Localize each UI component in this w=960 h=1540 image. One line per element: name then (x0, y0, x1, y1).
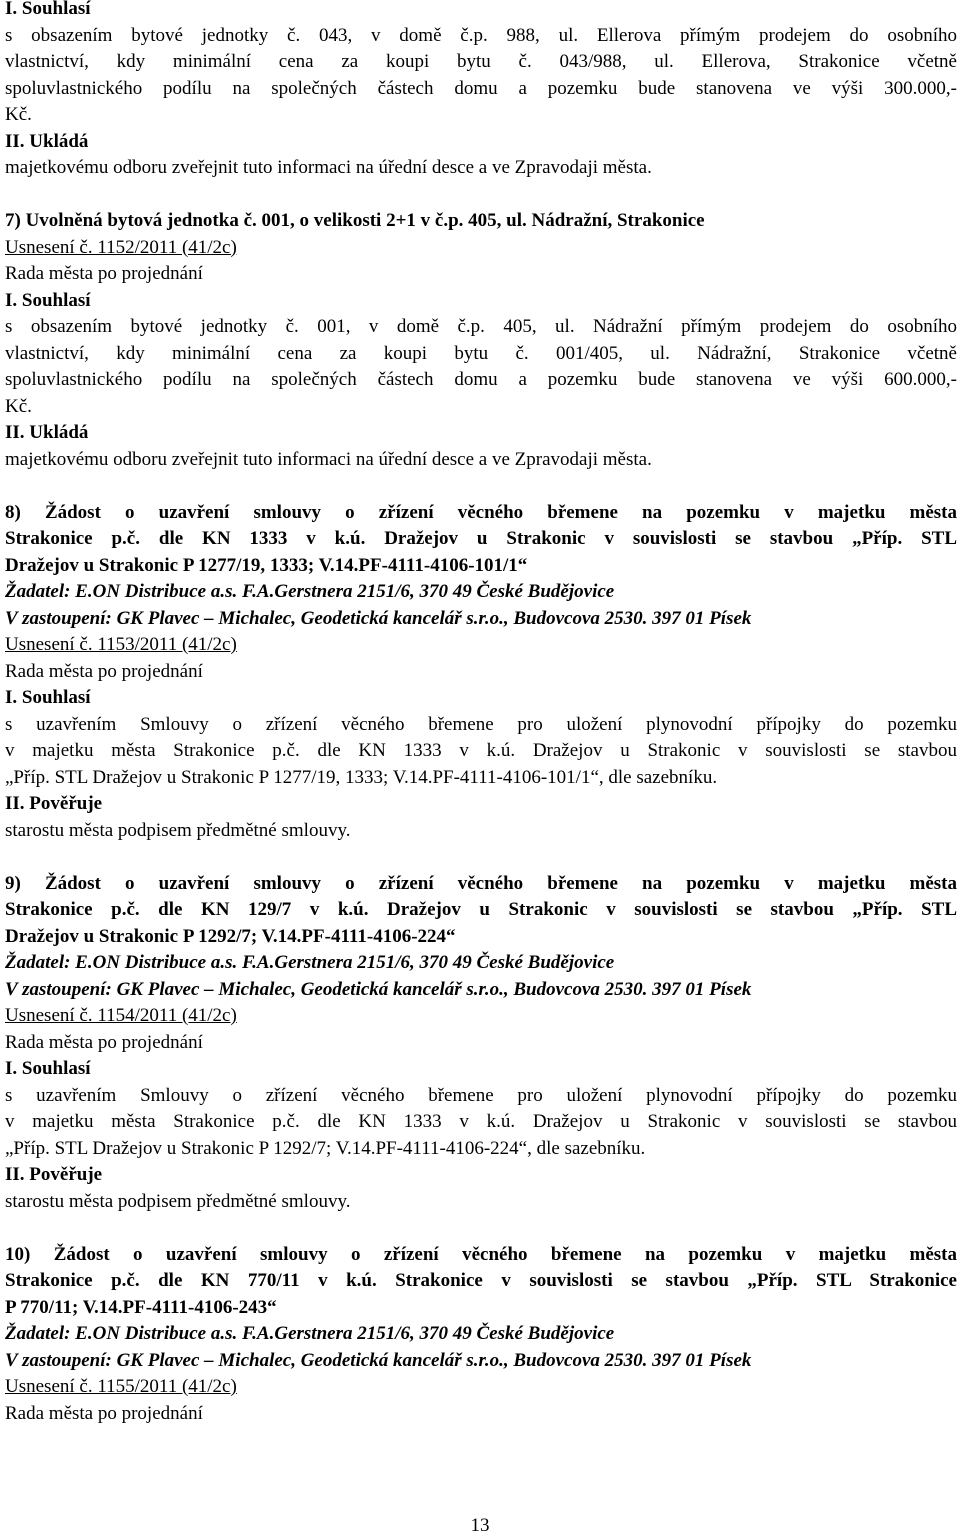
resolution-number: Usnesení č. 1154/2011 (41/2c) (5, 1005, 237, 1026)
council-intro: Rada města po projednání (5, 263, 203, 284)
paragraph-line: starostu města podpisem předmětné smlouvy. (5, 1190, 351, 1212)
paragraph-line: vlastnictví, kdy minimální cena za koupi bytu č. 001/405, ul. Nádražní, Strakonice včetně (5, 342, 957, 364)
representative-line: V zastoupení: GK Plavec – Michalec, Geodetická kancelář s.r.o., Budovcova 2530. 397 01 Písek (5, 1349, 752, 1371)
applicant-line: Žadatel: E.ON Distribuce a.s. F.A.Gerstnera 2151/6, 370 49 České Budějovice (5, 952, 615, 973)
paragraph-line: majetkovému odboru zveřejnit tuto informaci na úřední desce a ve Zpravodaji města. (5, 448, 652, 470)
council-intro: Rada města po projednání (5, 660, 203, 682)
paragraph-line: spoluvlastnického podílu na společných částech domu a pozemku bude stanovena ve výši 600.000,- (5, 369, 957, 390)
section-title-10: Strakonice p.č. dle KN 770/11 v k.ú. Strakonice v souvislosti se stavbou „Příp. STL Strakonice (5, 1270, 957, 1291)
paragraph-line: s obsazením bytové jednotky č. 043, v domě č.p. 988, ul. Ellerova přímým prodejem do osobního (5, 24, 957, 46)
resolution-heading-agree: I. Souhlasí (5, 289, 91, 311)
paragraph-line: Kč. (5, 104, 32, 125)
paragraph-line: v majetku města Strakonice p.č. dle KN 1333 v k.ú. Dražejov u Strakonic v souvislosti se stavbou (5, 1111, 957, 1132)
section-title-10: 10) Žádost o uzavření smlouvy o zřízení věcného břemene na pozemku v majetku města (5, 1243, 957, 1265)
paragraph-line: majetkovému odboru zveřejnit tuto informaci na úřední desce a ve Zpravodaji města. (5, 157, 652, 178)
section-title-10: P 770/11; V.14.PF-4111-4106-243“ (5, 1296, 277, 1318)
section-title-7: 7) Uvolněná bytová jednotka č. 001, o velikosti 2+1 v č.p. 405, ul. Nádražní, Strakonice (5, 210, 705, 231)
resolution-heading-authorizes: II. Pověřuje (5, 793, 103, 814)
section-title-8: Strakonice p.č. dle KN 1333 v k.ú. Dražejov u Strakonic v souvislosti se stavbou „Příp. STL (5, 528, 957, 549)
council-intro: Rada města po projednání (5, 1031, 203, 1053)
resolution-heading-authorizes: II. Pověřuje (5, 1164, 103, 1185)
applicant-line: Žadatel: E.ON Distribuce a.s. F.A.Gerstnera 2151/6, 370 49 České Budějovice (5, 1323, 615, 1344)
paragraph-line: „Příp. STL Dražejov u Strakonic P 1292/7; V.14.PF-4111-4106-224“, dle sazebníku. (5, 1137, 646, 1159)
paragraph-line: Kč. (5, 395, 32, 417)
paragraph-line: spoluvlastnického podílu na společných částech domu a pozemku bude stanovena ve výši 300.000,- (5, 77, 957, 99)
spacer (5, 473, 957, 500)
paragraph-line: „Příp. STL Dražejov u Strakonic P 1277/19, 1333; V.14.PF-4111-4106-101/1“, dle sazebníku. (5, 766, 718, 788)
document-body (5, 0, 957, 1427)
paragraph-line: s uzavřením Smlouvy o zřízení věcného břemene pro uložení plynovodní přípojky do pozemku (5, 1084, 957, 1106)
resolution-number: Usnesení č. 1155/2011 (41/2c) (5, 1376, 237, 1397)
paragraph-line: starostu města podpisem předmětné smlouvy. (5, 819, 351, 841)
resolution-number: Usnesení č. 1153/2011 (41/2c) (5, 634, 237, 655)
resolution-heading-agree: I. Souhlasí (5, 1058, 91, 1079)
resolution-number: Usnesení č. 1152/2011 (41/2c) (5, 236, 237, 258)
paragraph-line: vlastnictví, kdy minimální cena za koupi bytu č. 043/988, ul. Ellerova, Strakonice včetně (5, 51, 957, 72)
section-title-9: 9) Žádost o uzavření smlouvy o zřízení věcného břemene na pozemku v majetku města (5, 872, 957, 894)
section-title-9: Strakonice p.č. dle KN 129/7 v k.ú. Dražejov u Strakonic v souvislosti se stavbou „Příp. STL (5, 899, 957, 920)
paragraph-line: s uzavřením Smlouvy o zřízení věcného břemene pro uložení plynovodní přípojky do pozemku (5, 713, 957, 735)
resolution-heading-agree: I. Souhlasí (5, 0, 91, 19)
page-number: 13 (470, 1515, 490, 1536)
representative-line: V zastoupení: GK Plavec – Michalec, Geodetická kancelář s.r.o., Budovcova 2530. 397 01 Písek (5, 607, 752, 629)
section-title-8: Dražejov u Strakonic P 1277/19, 1333; V.14.PF-4111-4106-101/1“ (5, 554, 528, 576)
representative-line: V zastoupení: GK Plavec – Michalec, Geodetická kancelář s.r.o., Budovcova 2530. 397 01 Písek (5, 978, 752, 1000)
applicant-line: Žadatel: E.ON Distribuce a.s. F.A.Gerstnera 2151/6, 370 49 České Budějovice (5, 581, 615, 602)
spacer (5, 1215, 957, 1242)
spacer (5, 844, 957, 871)
resolution-heading-agree: I. Souhlasí (5, 687, 91, 708)
resolution-heading-instructs: II. Ukládá (5, 130, 89, 152)
council-intro: Rada města po projednání (5, 1402, 203, 1424)
section-title-8: 8) Žádost o uzavření smlouvy o zřízení věcného břemene na pozemku v majetku města (5, 501, 957, 523)
section-title-9: Dražejov u Strakonic P 1292/7; V.14.PF-4111-4106-224“ (5, 925, 456, 947)
spacer (5, 182, 957, 209)
paragraph-line: v majetku města Strakonice p.č. dle KN 1333 v k.ú. Dražejov u Strakonic v souvislosti se stavbou (5, 740, 957, 761)
paragraph-line: s obsazením bytové jednotky č. 001, v domě č.p. 405, ul. Nádražní přímým prodejem do osobního (5, 316, 957, 337)
resolution-heading-instructs: II. Ukládá (5, 422, 89, 443)
